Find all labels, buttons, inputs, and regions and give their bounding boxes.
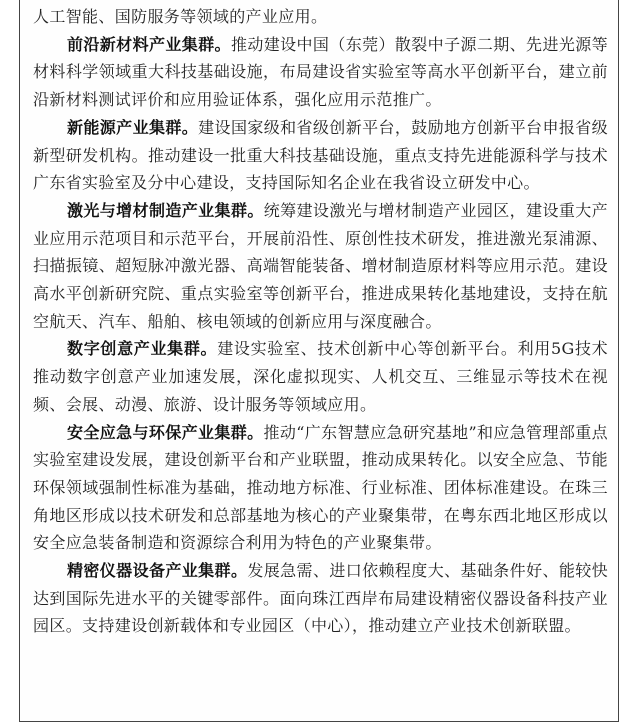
lead-paragraph bbox=[33, 3, 608, 31]
cluster-body: 统筹建设激光与增材制造产业园区，建设重大产业应用示范项目和示范平台，开展前沿性、原创性技术研发，推进激光泵浦源、扫描振镜、超短脉冲激光器、高端智能装备、增材制造原材料等应用示范。建设高水平创新研究院、重点实验室等创新平台，推进成果转化基地建设，支持在航空航天、汽车、船舶、核电领域的创新应用与深度融合。 bbox=[33, 200, 608, 331]
cluster-paragraph-safety bbox=[33, 419, 608, 558]
cluster-heading: 激光与增材制造产业集群。 bbox=[67, 200, 264, 220]
cluster-body: 建设实验室、技术创新中心等创新平台。利用5G技术推动数字创意产业加速发展，深化虚拟现实、人机交互、三维显示等技术在视频、会展、动漫、旅游、设计服务等领域应用。 bbox=[33, 339, 608, 414]
cluster-paragraph-instruments bbox=[33, 557, 608, 640]
cluster-paragraph-materials bbox=[33, 31, 608, 114]
cluster-body: 发展急需、进口依赖程度大、基础条件好、能较快达到国际先进水平的关键零部件。面向珠江西岸布局建设精密仪器设备科技产业园区。支持建设创新载体和专业园区（中心），推动建立产业技术创新联盟。 bbox=[33, 561, 609, 636]
cluster-heading: 精密仪器设备产业集群。 bbox=[67, 561, 248, 581]
cluster-paragraph-digital bbox=[33, 335, 608, 418]
cluster-heading: 数字创意产业集群。 bbox=[67, 339, 218, 359]
cluster-body: 推动建设中国（东莞）散裂中子源二期、先进光源等材料科学领域重大科技基础设施，布局建设省实验室等高水平创新平台，建立前沿新材料测试评价和应用验证体系，强化应用示范推广。 bbox=[33, 34, 608, 110]
lead-text: 人工智能、国防服务等领域的产业应用。 bbox=[33, 7, 328, 26]
cluster-heading: 前沿新材料产业集群。 bbox=[67, 34, 231, 54]
cluster-body: 建设国家级和省级创新平台，鼓励地方创新平台申报省级新型研发机构。推动建设一批重大科技基础设施，重点支持先进能源科学与技术广东省实验室及分中心建设，支持国际知名企业在我省设立研发中心。 bbox=[33, 117, 608, 193]
cluster-body: 推动“广东智慧应急研究基地”和应急管理部重点实验室建设发展，建设创新平台和产业联盟，推动成果转化。以安全应急、节能环保领域强制性标准为基础，推动地方标准、行业标准、团体标准建设。在珠三角地区形成以技术研发和总部基地为核心的产业聚集带，在粤东西北地区形成以安全应急装备制造和资源综合利用为特色的产业聚集带。 bbox=[33, 422, 608, 553]
document-body bbox=[33, 3, 608, 640]
cluster-heading: 安全应急与环保产业集群。 bbox=[67, 422, 264, 442]
cluster-heading: 新能源产业集群。 bbox=[67, 117, 199, 137]
cluster-paragraph-energy bbox=[33, 114, 608, 197]
cluster-paragraph-laser bbox=[33, 197, 608, 336]
